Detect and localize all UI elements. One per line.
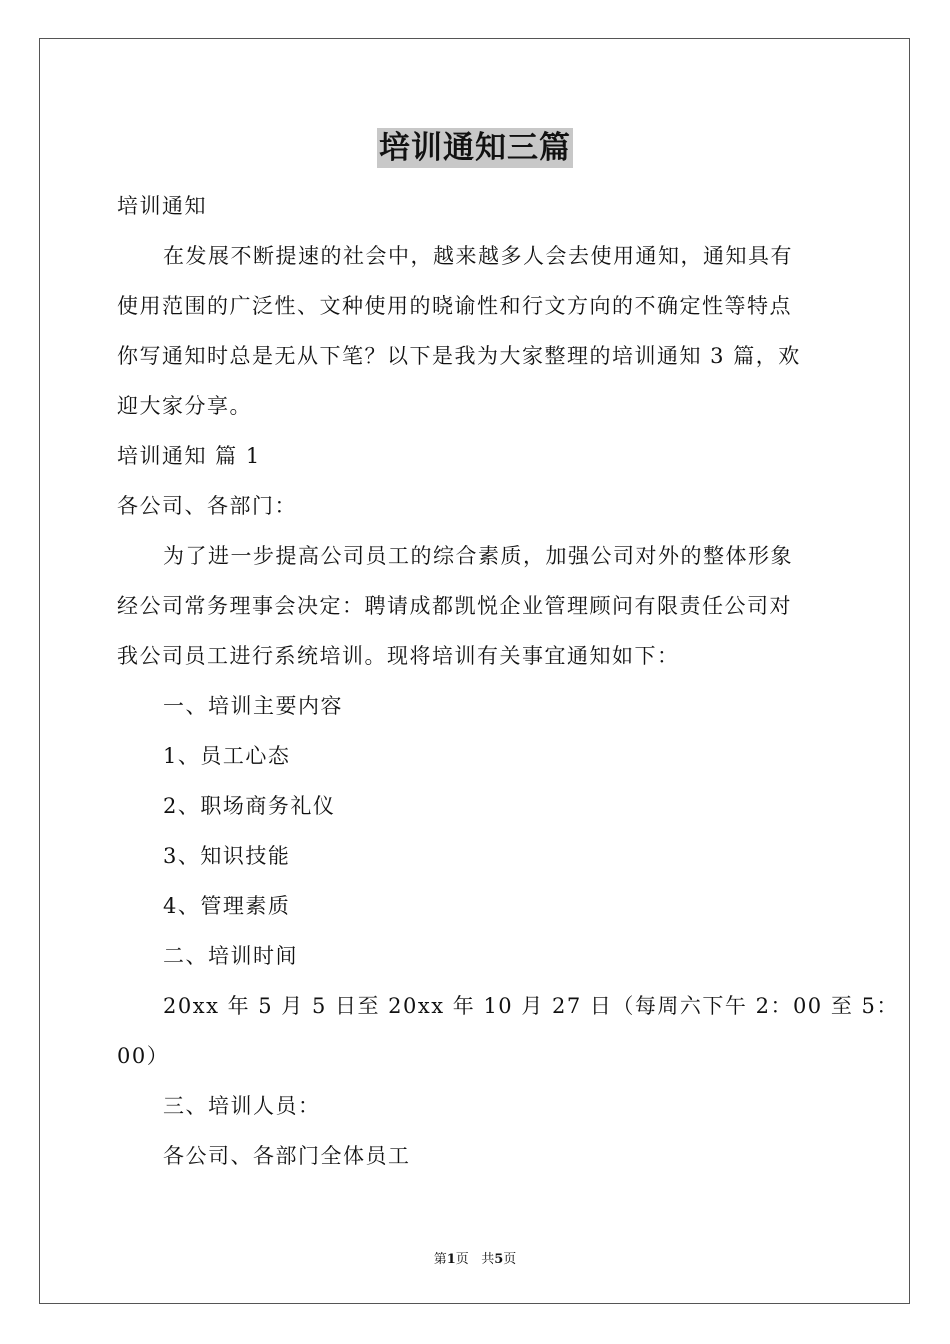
list-item: 3、知识技能 [163,844,291,868]
paragraph-line: 迎大家分享。 [117,394,252,418]
page-footer [0,1248,950,1267]
list-item: 4、管理素质 [163,894,291,918]
document-body [117,181,899,1181]
paragraph-line: 20xx 年 5 月 5 日至 20xx 年 10 月 27 日（每周六下午 2：00 至 5： [163,994,899,1018]
section-heading: 培训通知 篇 1 [117,444,261,468]
paragraph-line: 各公司、各部门全体员工 [163,1144,411,1168]
paragraph-line: 为了进一步提高公司员工的综合素质，加强公司对外的整体形象 [163,544,793,568]
paragraph-line: 经公司常务理事会决定：聘请成都凯悦企业管理顾问有限责任公司对 [117,594,792,618]
total-pages: 5 [494,1252,504,1267]
title-container [0,128,950,168]
list-item: 2、职场商务礼仪 [163,794,336,818]
page-prefix: 第 [433,1252,447,1267]
paragraph-line: 培训通知 [117,194,207,218]
total-prefix: 共 [481,1252,495,1267]
salutation: 各公司、各部门： [117,494,297,518]
total-suffix: 页 [503,1252,517,1267]
paragraph-line: 我公司员工进行系统培训。现将培训有关事宜通知如下： [117,644,680,668]
document-title: 培训通知三篇 [379,130,571,166]
page-suffix: 页 [455,1252,469,1267]
list-heading: 二、培训时间 [163,944,298,968]
paragraph-line: 使用范围的广泛性、文种使用的晓谕性和行文方向的不确定性等特点 [117,294,792,318]
list-heading: 一、培训主要内容 [163,694,343,718]
paragraph-line: 在发展不断提速的社会中，越来越多人会去使用通知，通知具有 [163,244,793,268]
paragraph-line: 你写通知时总是无从下笔？以下是我为大家整理的培训通知 3 篇，欢 [117,344,801,368]
list-item: 1、员工心态 [163,744,291,768]
paragraph-line: 00） [117,1044,170,1068]
list-heading: 三、培训人员： [163,1094,321,1118]
page-number: 1 [446,1252,456,1267]
